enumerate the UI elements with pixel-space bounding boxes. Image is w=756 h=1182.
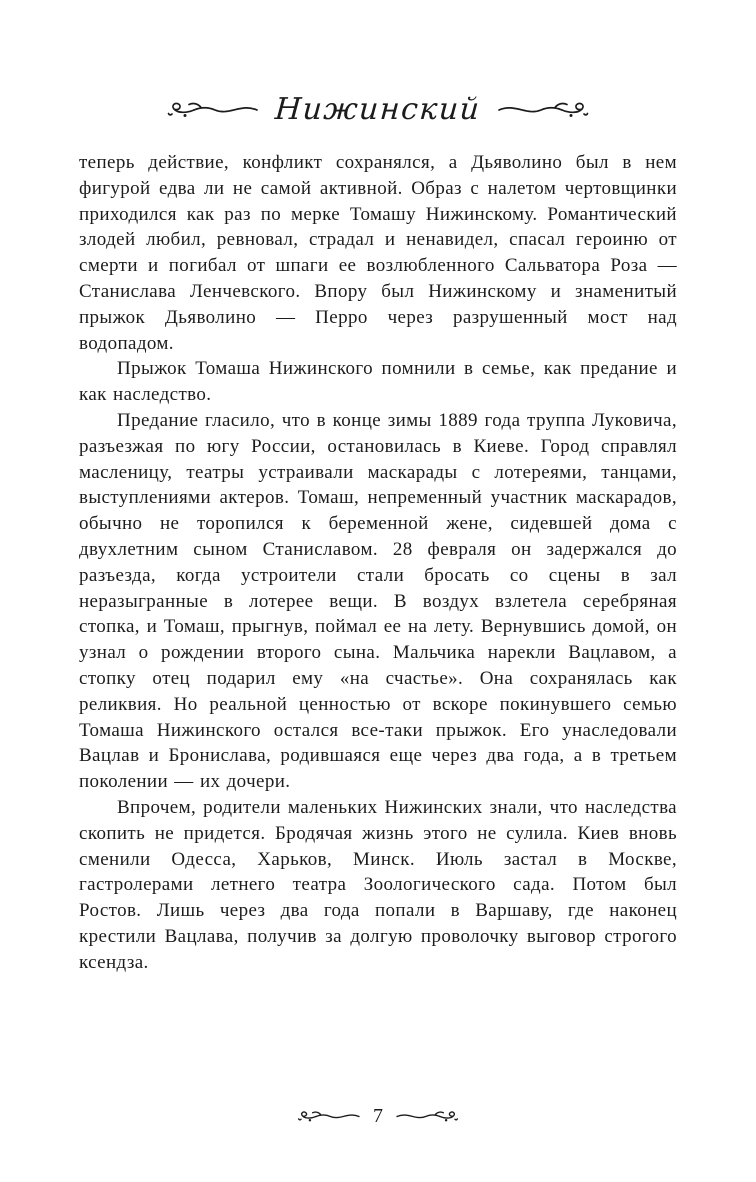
footer-flourish-left-icon [297, 1109, 361, 1124]
page-footer [0, 1106, 756, 1126]
page-body [79, 150, 677, 976]
paragraph: Впрочем, родители маленьких Нижинских знали, что наследства скопить не придется. Бродячая жизнь этого не сулила. Киев вновь сменили Одесса, Харьков, Минск. Июль застал в Москве, гастролерами летнего театра Зоологического сада. Потом был Ростов. Лишь через два года попали в Варшаву, где наконец крестили Вацлава, получив за долгую проволочку выговор строгого ксендза. [79, 796, 677, 973]
paragraph: Предание гласило, что в конце зимы 1889 года труппа Луковича, разъезжая по югу России, остановилась в Киеве. Город справлял масленицу, театры устраивали маскарады с лотереями, танцами, выступлениями актеров. Томаш, непременный участник маскарадов, обычно не торопился к беременной жене, сидевшей дома с двухлетним сыном Станиславом. 28 февраля он задержался до разъезда, когда устроители стали бросать со сцены в зал неразыгранные в лотерее вещи. В воздух взлетела серебряная стопка, и Томаш, прыгнув, поймал ее на лету. Вернувшись домой, он узнал о рождении второго сына. Мальчика нарекли Вацлавом, а стопку отец подарил ему «на счастье». Она сохранялась как реликвия. Но реальной ценностью от вскоре покинувшего семью Томаша Нижинского остался все-таки прыжок. Его унаследовали Вацлав и Бронислава, родившаяся еще через два года, а в третьем поколении — их дочери. [79, 409, 677, 793]
running-head [0, 92, 756, 127]
header-flourish-left-icon [167, 99, 259, 121]
page-number: 7 [373, 1105, 383, 1127]
header-flourish-right-icon [497, 99, 589, 121]
paragraph: теперь действие, конфликт сохранялся, а Дьяволино был в нем фигурой едва ли не самой активной. Образ с налетом чертовщинки приходился как раз по мерке Томашу Нижинскому. Романтический злодей любил, ревновал, страдал и ненавидел, спасал героиню от смерти и погибал от шпаги ее возлюбленного Сальватора Роза — Станислава Ленчевского. Впору был Нижинскому и знаменитый прыжок Дьяволино — Перро через разрушенный мост над водопадом. [79, 152, 677, 354]
footer-flourish-right-icon [395, 1109, 459, 1124]
book-title: Нижинский [274, 92, 482, 127]
paragraph: Прыжок Томаша Нижинского помнили в семье, как предание и как наследство. [79, 358, 677, 406]
